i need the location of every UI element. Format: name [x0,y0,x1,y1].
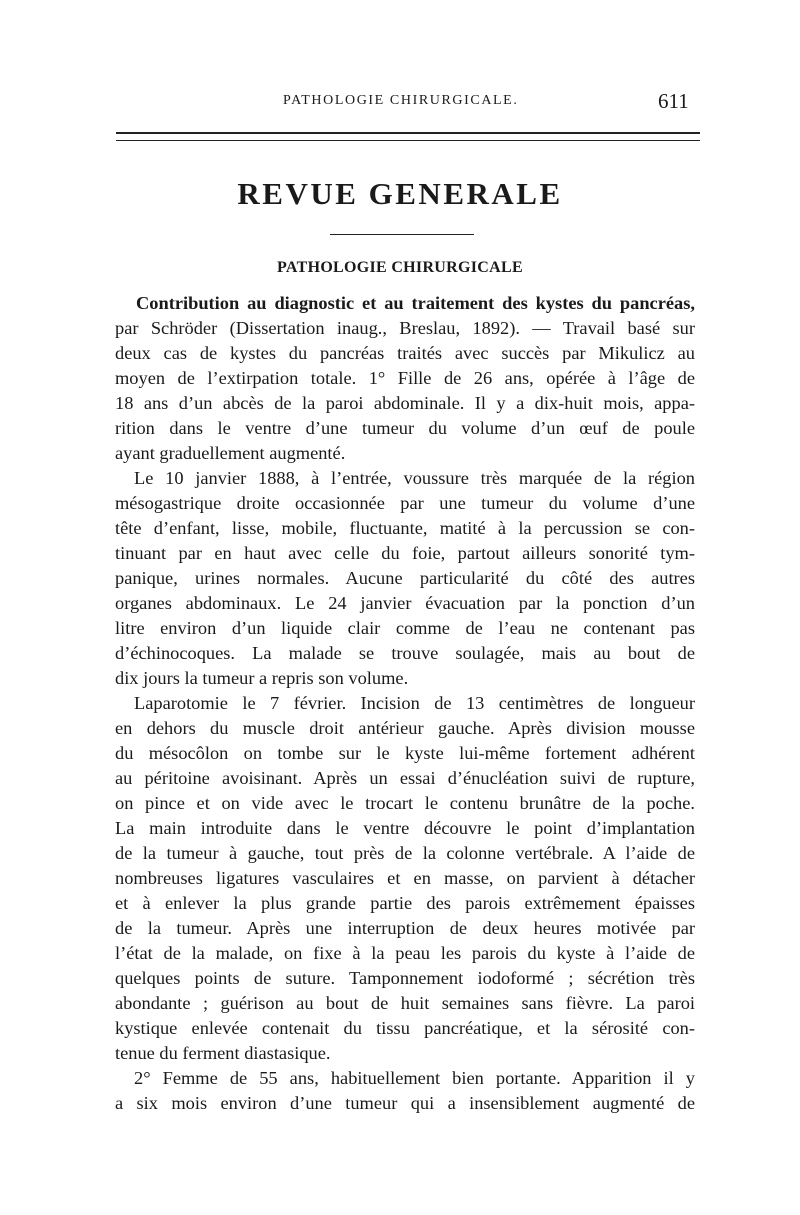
page-number: 611 [658,89,689,113]
text-line: abondante ; guérison au bout de huit semaines sans fièvre. La paroi [115,993,695,1013]
text-line: deux cas de kystes du pancréas traités avec succès par Mikulicz au [115,343,695,363]
text-line: d’échinocoques. La malade se trouve soulagée, mais au bout de [115,643,695,663]
text-line: on pince et on vide avec le trocart le contenu brunâtre de la poche. [115,793,695,813]
text-line: ayant graduellement augmenté. [115,443,346,463]
text-line: Laparotomie le 7 février. Incision de 13 centimètres de longueur [134,693,695,713]
header-rule-thin [116,140,700,141]
text-line: nombreuses ligatures vasculaires et en masse, on parvient à détacher [115,868,695,888]
text-line: rition dans le ventre d’une tumeur du volume d’un œuf de poule [115,418,695,438]
text-line: de la tumeur à gauche, tout près de la colonne vertébrale. A l’aide de [115,843,695,863]
header-rule-thick [116,132,700,134]
page-title: REVUE GENERALE [237,176,563,211]
text-line: moyen de l’extirpation totale. 1° Fille de 26 ans, opérée à l’âge de [115,368,695,388]
text-line: panique, urines normales. Aucune particularité du côté des autres [115,568,695,588]
text-line: de la tumeur. Après une interruption de deux heures motivée par [115,918,695,938]
text-line: tête d’enfant, lisse, mobile, fluctuante, matité à la percussion se con- [115,518,695,538]
text-line: au péritoine avoisinant. Après un essai d’énucléation suivi de rupture, [115,768,695,788]
text-line: 2° Femme de 55 ans, habituellement bien portante. Apparition il y [134,1068,695,1088]
running-title: PATHOLOGIE CHIRURGICALE. [283,93,519,108]
text-line: dix jours la tumeur a repris son volume. [115,668,409,688]
text-line: La main introduite dans le ventre découvre le point d’implantation [115,818,695,838]
running-head [0,89,800,117]
text-line: en dehors du muscle droit antérieur gauche. Après division mousse [115,718,695,738]
text-line: du mésocôlon on tombe sur le kyste lui-même fortement adhérent [115,743,695,763]
text-line: Le 10 janvier 1888, à l’entrée, voussure très marquée de la région [134,468,695,488]
text-line: kystique enlevée contenait du tissu pancréatique, et la sérosité con- [115,1018,695,1038]
text-line: 18 ans d’un abcès de la paroi abdominale. Il y a dix-huit mois, appa- [115,393,695,413]
text-line: par Schröder (Dissertation inaug., Breslau, 1892). — Travail basé sur [115,318,695,338]
text-line: litre environ d’un liquide clair comme de l’eau ne contenant pas [115,618,695,638]
section-heading: PATHOLOGIE CHIRURGICALE [277,259,523,276]
text-line: Contribution au diagnostic et au traitement des kystes du pancréas, [136,293,695,313]
text-line: quelques points de suture. Tamponnement iodoformé ; sécrétion très [115,968,695,988]
text-line: tenue du ferment diastasique. [115,1043,331,1063]
text-line: l’état de la malade, on fixe à la peau les parois du kyste à l’aide de [115,943,695,963]
title-rule [330,234,474,235]
text-line: tinuant par en haut avec celle du foie, partout ailleurs sonorité tym- [115,543,695,563]
text-line: et à enlever la plus grande partie des parois extrêmement épaisses [115,893,695,913]
text-line: mésogastrique droite occasionnée par une tumeur du volume d’une [115,493,695,513]
text-line: organes abdominaux. Le 24 janvier évacuation par la ponction d’un [115,593,695,613]
text-line: a six mois environ d’une tumeur qui a insensiblement augmenté de [115,1093,695,1113]
